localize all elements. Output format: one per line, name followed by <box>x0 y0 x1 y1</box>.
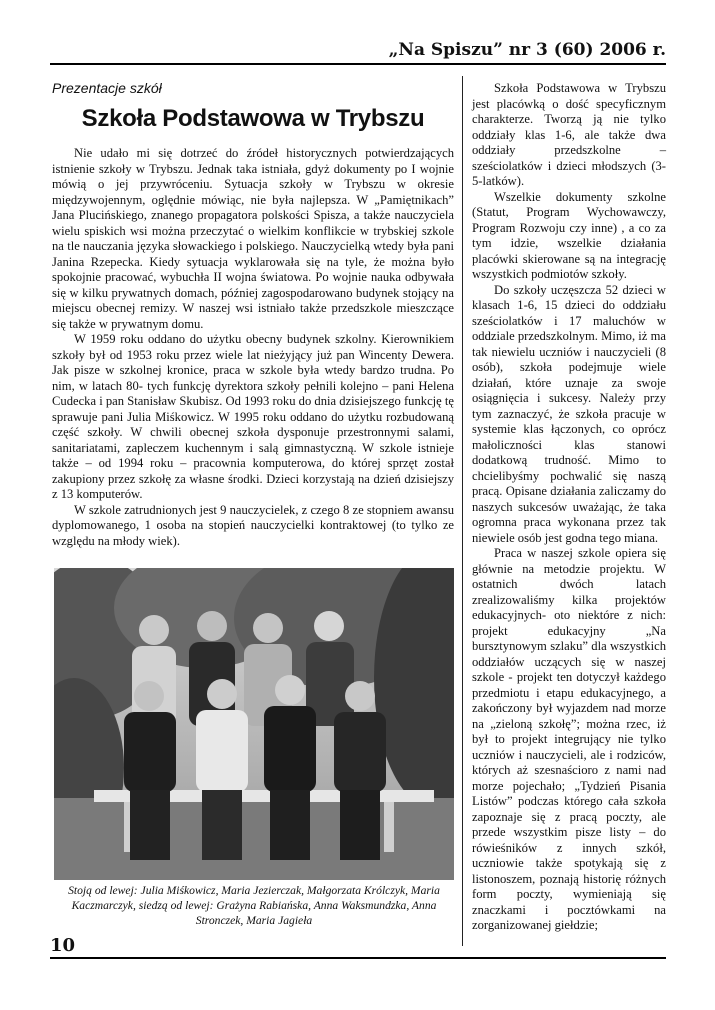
masthead: „Na Spiszu” nr 3 (60) 2006 r. <box>388 40 666 60</box>
paragraph: Praca w naszej szkole opiera się głównie na metodzie projektu. W ostatnich dwóch latach zrealizowaliśmy kilka projektów edukacyjnych- oto niektóre z nich: projekt edukacyjny „Na bursztynowym szlaku” dla wszystkich oddziałów uczących się w naszej szkole - projekt ten dotyczył każdego przedmiotu i etapu edukacyjnego, a zakończony był wyjazdem nad morze na „zieloną szkołę”; można rzec, iż był to projekt integrujący nie tylko uczniów i nauczycieli, ale i rodziców, których aż szesnaścioro z nami nad morze pojechało; „Tydzień Pisania Listów” podczas którego cała szkoła zapoznaje się z pracą poczty, ale przede wszystkim pisze listy – do rówieśników z innych szkół, uczniowie także spotykają się z listonoszem, poznają historię różnych form poczty, wymieniają się znaczkami i pocztówkami na zorganizowanej giełdzie; <box>472 546 666 932</box>
paragraph: Szkoła Podstawowa w Trybszu jest placówką o dość specyficznym charakterze. Tworzą ją nie tylko oddziały klas 1-6, ale także dwa oddziały przedszkolne – sześciolatków i dzieci młodszych (3-5-latków). <box>472 81 666 188</box>
paragraph: Nie udało mi się dotrzeć do źródeł historycznych potwierdzających istnienie szkoły w Trybszu. Jednak taka istniała, gdyż dokumenty po I wojnie mówią o jej przywróceniu. Sytuacja szkoły w Trybszu w okresie międzywojennym, oględnie mówiąc, nie była najlepsza. W „Pamiętnikach” Jana Plucińskiego, znanego propagatora polskości Spisza, a także nauczyciela wielu spiskich wsi można przeczytać o wielkim konflikcie w trybskiej szkole na tle nauczania języka słowackiego i polskiego. Nauczycielką wtedy była pani Janina Rzepecka. Kiedy sytuacja wyklarowała się na tyle, że można było spokojnie pracować, wybuchła II wojna światowa. Po wojnie nauka odbywała się w kilku prywatnych domach, później zagospodarowano budynek stojący na miejscu obecnej remizy. W naszej wsi istniało także przedszkole mieszczące się także w prywatnym domu. <box>52 146 454 331</box>
paragraph: Wszelkie dokumenty szkolne (Statut, Program Wychowawczy, Program Rozwoju czy inne) , a co za tym idzie, wszelkie działania placówki skierowane są na integrację wszystkich podmiotów szkoły. <box>472 189 666 281</box>
column-divider <box>462 76 463 946</box>
article-title: Szkoła Podstawowa w Trybszu <box>81 105 425 132</box>
left-column-text <box>52 146 454 549</box>
paragraph: W szkole zatrudnionych jest 9 nauczycielek, z czego 8 ze stopniem awansu dyplomowanego, 1 osoba na stopień nauczycielki kontraktowej (to tylko ze względu na młody wiek). <box>52 502 454 548</box>
photo-caption: Stoją od lewej: Julia Miśkowicz, Maria Jezierczak, Małgorzata Królczyk, Maria Kaczmarczyk, siedzą od lewej: Grażyna Rabiańska, Anna Waksmundzka, Anna Stronczek, Maria Jagieła <box>68 884 440 927</box>
paragraph: Do szkoły uczęszcza 52 dzieci w klasach 1-6, 15 dzieci do oddziału sześciolatków i 17 maluchów w oddziale przedszkolnym. Mimo, iż ma tak niewielu uczniów i nauczycieli (8 osób), szkoła podejmuje wiele działań, które uznaje za swoje osiągnięcia i sukcesy. Należy przy tym zaznaczyć, że szkoła pracuje w systemie klas łączonych, co oprócz małoliczności klas stanowi dodatkową trudność. Mimo to chcielibyśmy pochwalić się naszą pracą. Opisane działania zaliczamy do naszych sukcesów uważając, że taka ogromna praca wykonana przez tak niewiele osób jest godna tego miana. <box>472 282 666 545</box>
footer-rule <box>50 957 666 959</box>
group-photo <box>54 568 454 880</box>
section-label: Prezentacje szkół <box>52 80 162 96</box>
right-column-text <box>472 81 666 934</box>
paragraph: W 1959 roku oddano do użytku obecny budynek szkolny. Kierownikiem szkoły był od 1953 roku przez wiele lat nieżyjący już pan Wincenty Dewera. Jak pisze w szkolnej kronice, praca w szkole była wtedy bardzo trudna. Po nim, w latach 80- tych funkcję dyrektora szkoły pełnili kolejno – pani Helena Cudecka i pan Stanisław Skubisz. Od 1993 roku do dnia dzisiejszego funkcję tę sprawuje pani Julia Miśkowicz. W 1995 roku oddano do użytku rozbudowaną część szkoły. W chwili obecnej szkoła dysponuje przestronnymi salami, sanitariatami, zapleczem kuchennym i salą gimnastyczną. W szkole istnieje także – od 1994 roku – pracownia komputerowa, do której sprzęt został zakupiony przez szkołę za własne środki. Dzieci korzystają na dzień dzisiejszy z 13 komputerów. <box>52 332 454 501</box>
page-number: 10 <box>50 935 76 956</box>
header-rule <box>50 63 666 65</box>
